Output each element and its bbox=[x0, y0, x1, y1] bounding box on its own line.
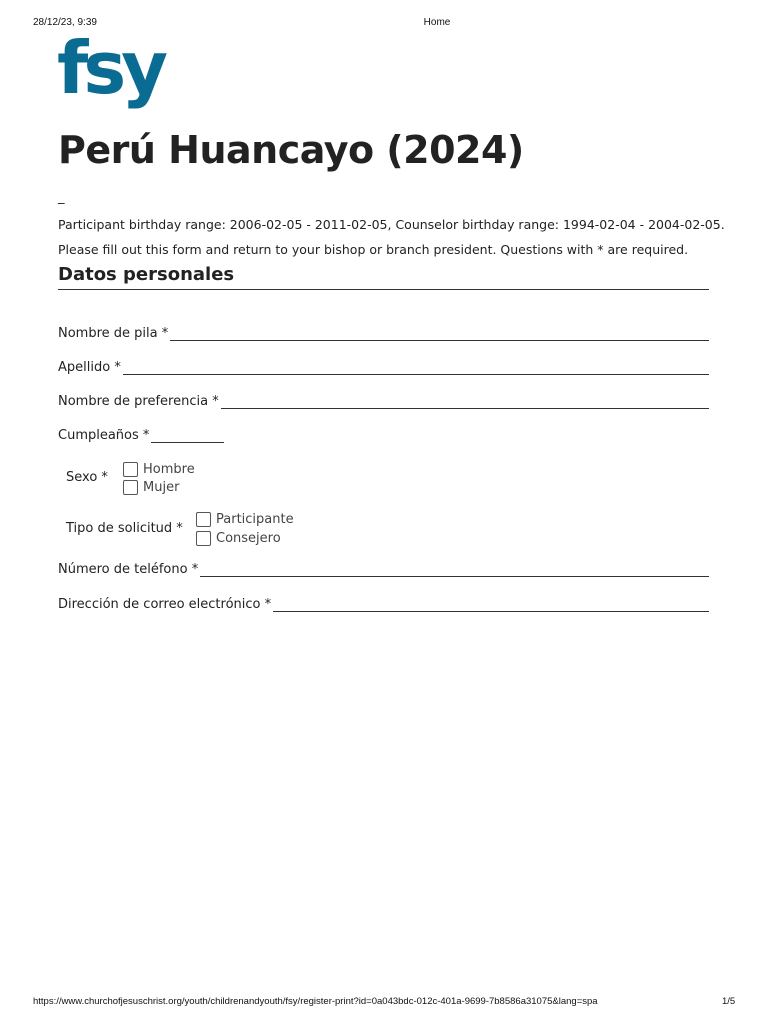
birthday-label: Cumpleaños * bbox=[58, 428, 150, 443]
sex-option-female[interactable] bbox=[123, 480, 179, 495]
logo-text: fsy bbox=[57, 26, 164, 110]
email-input-line[interactable] bbox=[273, 597, 709, 612]
sex-option-male[interactable] bbox=[123, 462, 195, 477]
footer-url: https://www.churchofjesuschrist.org/youth/childrenandyouth/fsy/register-print?id=0a043bdc-012c-401a-9699-7b8586a31075&lang=spa bbox=[33, 996, 598, 1007]
last-name-label: Apellido * bbox=[58, 360, 121, 375]
first-name-field bbox=[58, 326, 709, 341]
checkbox[interactable] bbox=[123, 462, 138, 477]
checkbox[interactable] bbox=[196, 512, 211, 527]
first-name-label: Nombre de pila * bbox=[58, 326, 169, 341]
sex-option-label: Hombre bbox=[143, 462, 195, 477]
sex-option-label: Mujer bbox=[143, 480, 180, 495]
birthday-input-line[interactable] bbox=[151, 428, 224, 443]
phone-field bbox=[58, 562, 709, 577]
checkbox[interactable] bbox=[196, 531, 211, 546]
request-type-option-label: Consejero bbox=[216, 531, 281, 546]
section-divider bbox=[58, 289, 709, 290]
preferred-name-field bbox=[58, 394, 709, 409]
fsy-logo bbox=[57, 26, 164, 110]
email-label: Dirección de correo electrónico * bbox=[58, 597, 272, 612]
checkbox[interactable] bbox=[123, 480, 138, 495]
title-dash: _ bbox=[58, 190, 65, 205]
phone-input-line[interactable] bbox=[200, 562, 709, 577]
birthday-range-text: Participant birthday range: 2006-02-05 - 2011-02-05, Counselor birthday range: 1994-02-04 - 2004-02-05. bbox=[58, 217, 725, 232]
request-type-counselor[interactable] bbox=[196, 531, 281, 546]
birthday-field bbox=[58, 428, 224, 443]
preferred-name-input-line[interactable] bbox=[221, 394, 709, 409]
form-instructions: Please fill out this form and return to your bishop or branch president. Questions with * are required. bbox=[58, 242, 689, 257]
last-name-field bbox=[58, 360, 709, 375]
section-title: Datos personales bbox=[58, 264, 235, 285]
preferred-name-label: Nombre de preferencia * bbox=[58, 394, 219, 409]
phone-label: Número de teléfono * bbox=[58, 562, 199, 577]
last-name-input-line[interactable] bbox=[123, 360, 709, 375]
page-number: 1/5 bbox=[722, 996, 736, 1007]
request-type-participant[interactable] bbox=[196, 512, 294, 527]
request-type-label: Tipo de solicitud * bbox=[66, 521, 183, 536]
email-field bbox=[58, 597, 709, 612]
sex-label: Sexo * bbox=[66, 470, 108, 485]
page-title: Perú Huancayo (2024) bbox=[58, 128, 524, 172]
print-datetime: 28/12/23, 9:39 bbox=[33, 17, 97, 28]
first-name-input-line[interactable] bbox=[170, 326, 709, 341]
print-header-title: Home bbox=[423, 17, 451, 28]
request-type-option-label: Participante bbox=[216, 512, 294, 527]
